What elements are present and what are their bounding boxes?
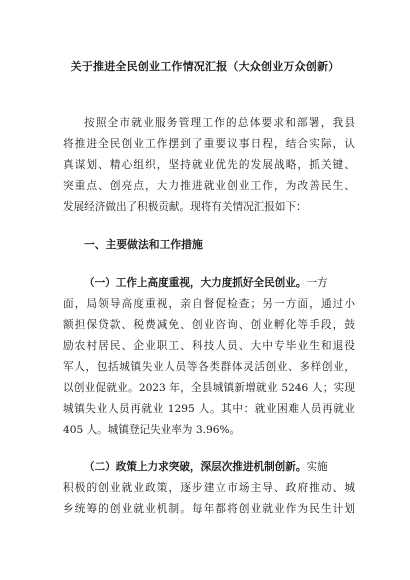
section-heading: 一、主要做法和工作措施 bbox=[84, 238, 203, 251]
item1-line: 面，局领导高度重视，亲自督促检查；另一方面，通过小 bbox=[63, 298, 355, 310]
intro-line: 按照全市就业服务管理工作的总体要求和部署，我县 bbox=[84, 117, 355, 129]
item2-line: 乡统筹的创业就业机制。每年都将创业就业作为民生计划 bbox=[63, 503, 355, 515]
item1-line: 励农村居民、企业职工、科技人员、大中专毕业生和退役 bbox=[63, 340, 355, 352]
item2-line: 积极的创业就业政策，逐步建立市场主导、政府推动、城 bbox=[63, 482, 355, 494]
item2-lead: （二）政策上力求突破，深层次推进机制创新。 bbox=[84, 461, 307, 473]
item2-lead-tail: 实施 bbox=[306, 461, 328, 473]
item2-lead-line bbox=[84, 460, 355, 474]
item1-lead: （一）工作上高度重视，大力度抓好全民创业。 bbox=[84, 277, 307, 289]
item1-line: 城镇失业人员再就业 1295 人。其中：就业困难人员再就业 bbox=[63, 403, 355, 415]
item1-line: 军人，包括城镇失业人员等各类群体灵活创业、多样创业， bbox=[63, 361, 355, 373]
item1-line: 405 人。城镇登记失业率为 3.96%。 bbox=[63, 424, 241, 436]
intro-line: 真谋划、精心组织，坚持就业优先的发展战略，抓关键、 bbox=[63, 159, 355, 171]
item1-lead-tail: 一方 bbox=[306, 277, 328, 289]
item1-line: 额担保贷款、税费减免、创业咨询、创业孵化等手段，鼓 bbox=[63, 319, 355, 331]
intro-line: 突重点、创亮点，大力推进就业创业工作，为改善民生、 bbox=[63, 180, 355, 192]
document-title: 关于推进全民创业工作情况汇报（大众创业万众创新） bbox=[70, 60, 340, 73]
intro-line: 将推进全民创业工作摆到了重要议事日程，结合实际，认 bbox=[63, 138, 355, 150]
item1-lead-line bbox=[84, 276, 355, 290]
item1-line: 以创业促就业。2023 年，全县城镇新增就业 5246 人；实现 bbox=[63, 382, 355, 394]
intro-line: 发展经济做出了积极贡献。现将有关情况汇报如下： bbox=[63, 201, 307, 213]
